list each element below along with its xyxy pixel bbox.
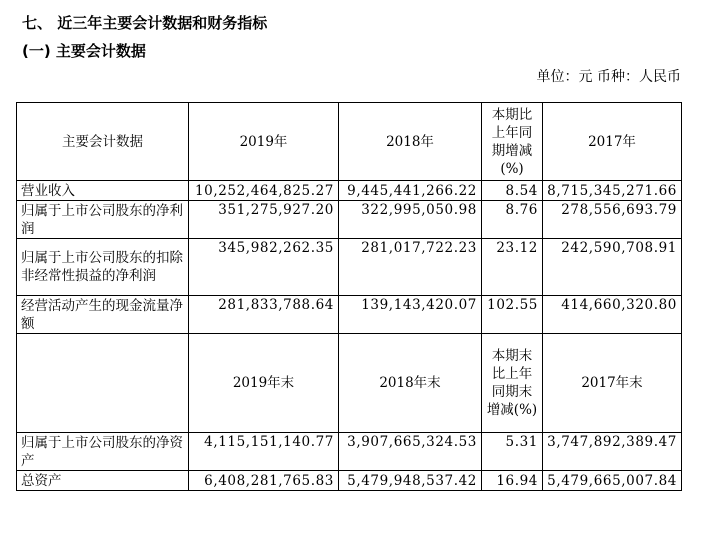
cell-2018: 5,479,948,537.42 <box>339 471 482 491</box>
header-cell-2019: 2019年 <box>189 103 339 181</box>
cell-2018: 139,143,420.07 <box>339 296 482 334</box>
header-cell-change: 本期末比上年同期末增减(%) <box>482 334 543 433</box>
table-header-row <box>17 334 682 433</box>
cell-2018: 281,017,722.23 <box>339 239 482 296</box>
cell-2017: 3,747,892,389.47 <box>543 433 682 471</box>
section-heading: 七、 近三年主要会计数据和财务指标 <box>22 14 268 32</box>
header-cell-2018-end: 2018年末 <box>339 334 482 433</box>
table-row <box>17 239 682 296</box>
table-row <box>17 433 682 471</box>
subsection-heading: (一) 主要会计数据 <box>22 42 146 60</box>
header-cell-label <box>17 334 189 433</box>
cell-2017: 8,715,345,271.66 <box>543 181 682 201</box>
row-label: 营业收入 <box>17 181 189 201</box>
header-cell-2017: 2017年 <box>543 103 682 181</box>
header-cell-2019-end: 2019年末 <box>189 334 339 433</box>
cell-2019: 6,408,281,765.83 <box>189 471 339 491</box>
cell-2019: 345,982,262.35 <box>189 239 339 296</box>
cell-2018: 322,995,050.98 <box>339 201 482 239</box>
cell-2017: 278,556,693.79 <box>543 201 682 239</box>
table-row <box>17 181 682 201</box>
table-row <box>17 296 682 334</box>
cell-2018: 9,445,441,266.22 <box>339 181 482 201</box>
cell-2017: 242,590,708.91 <box>543 239 682 296</box>
cell-change: 5.31 <box>482 433 543 471</box>
row-label: 经营活动产生的现金流量净额 <box>17 296 189 334</box>
cell-change: 8.76 <box>482 201 543 239</box>
cell-2019: 4,115,151,140.77 <box>189 433 339 471</box>
header-cell-2017-end: 2017年末 <box>543 334 682 433</box>
cell-2018: 3,907,665,324.53 <box>339 433 482 471</box>
cell-2019: 10,252,464,825.27 <box>189 181 339 201</box>
cell-change: 8.54 <box>482 181 543 201</box>
row-label: 归属于上市公司股东的净资产 <box>17 433 189 471</box>
table-row <box>17 201 682 239</box>
cell-change: 102.55 <box>482 296 543 334</box>
table-header-row <box>17 103 682 181</box>
cell-change: 23.12 <box>482 239 543 296</box>
unit-currency-line: 单位：元 币种：人民币 <box>536 69 681 85</box>
cell-2019: 281,833,788.64 <box>189 296 339 334</box>
cell-2019: 351,275,927.20 <box>189 201 339 239</box>
header-cell-2018: 2018年 <box>339 103 482 181</box>
row-label: 总资产 <box>17 471 189 491</box>
header-cell-change: 本期比上年同期增减(%) <box>482 103 543 181</box>
cell-2017: 5,479,665,007.84 <box>543 471 682 491</box>
table-row <box>17 471 682 491</box>
header-cell-label: 主要会计数据 <box>17 103 189 181</box>
cell-change: 16.94 <box>482 471 543 491</box>
accounting-data-table <box>16 102 682 491</box>
row-label: 归属于上市公司股东的扣除非经常性损益的净利润 <box>17 239 189 296</box>
cell-2017: 414,660,320.80 <box>543 296 682 334</box>
row-label: 归属于上市公司股东的净利润 <box>17 201 189 239</box>
